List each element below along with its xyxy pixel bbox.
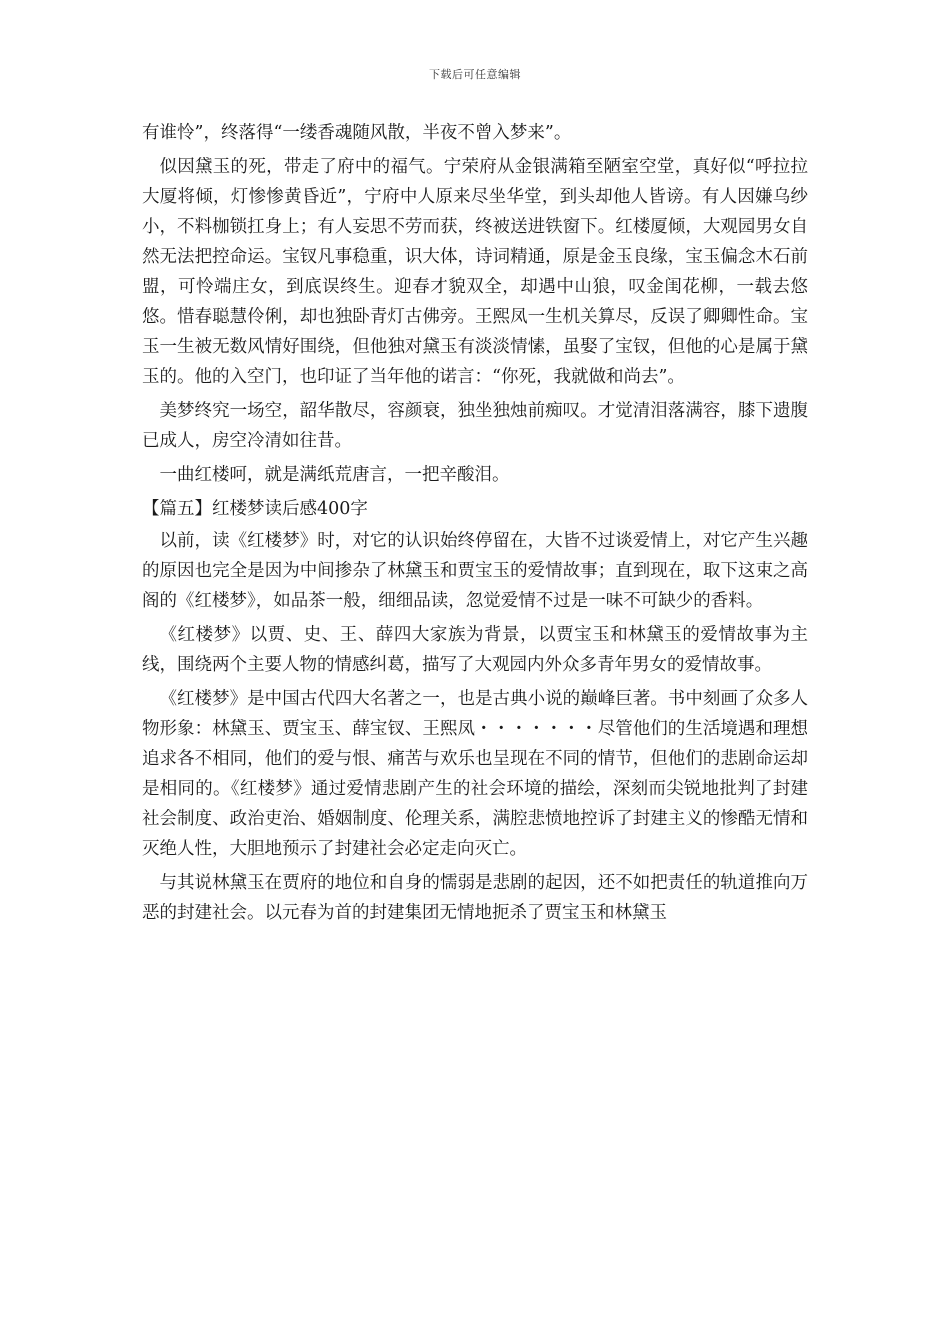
paragraph-3: 美梦终究一场空，韶华散尽，容颜衰，独坐独烛前痴叹。才觉清泪落满容，膝下遗腹已成人，房空冷清如往昔。 bbox=[142, 401, 808, 451]
section-heading: 【篇五】红楼梦读后感400字 bbox=[142, 499, 368, 519]
paragraph-4: 一曲红楼呵，就是满纸荒唐言，一把辛酸泪。 bbox=[159, 465, 510, 485]
paragraph-2: 似因黛玉的死，带走了府中的福气。宁荣府从金银满箱至陋室空堂，真好似“呼拉拉大厦将倾，灯惨惨黄昏近”，宁府中人原来尽坐华堂，到头却他人皆谤。有人因嫌乌纱小，不料枷锁扛身上；有人妄思不劳而获，终被送进铁窗下。红楼厦倾，大观园男女自然无法把控命运。宝钗凡事稳重，识大体，诗词精通，原是金玉良缘，宝玉偏念木石前盟，可怜端庄女，到底误终生。迎春才貌双全，却遇中山狼，叹金闺花柳，一载去悠悠。惜春聪慧伶俐，却也独卧青灯古佛旁。王熙凤一生机关算尽，反误了卿卿性命。宝玉一生被无数风情好围绕，但他独对黛玉有淡淡情愫，虽娶了宝钗，但他的心是属于黛玉的。他的入空门，也印证了当年他的诺言：“你死，我就做和尚去”。 bbox=[142, 157, 808, 387]
page-header: 下载后可任意编辑 bbox=[429, 68, 521, 81]
paragraph-5: 以前，读《红楼梦》时，对它的认识始终停留在，大皆不过谈爱情上，对它产生兴趣的原因也完全是因为中间掺杂了林黛玉和贾宝玉的爱情故事；直到现在，取下这束之高阁的《红楼梦》，如品茶一般，细细品读，忽觉爱情不过是一味不可缺少的香料。 bbox=[142, 531, 808, 611]
paragraph-6: 《红楼梦》以贾、史、王、薛四大家族为背景，以贾宝玉和林黛玉的爱情故事为主线，围绕两个主要人物的情感纠葛，描写了大观园内外众多青年男女的爱情故事。 bbox=[142, 625, 808, 675]
paragraph-8: 与其说林黛玉在贾府的地位和自身的懦弱是悲剧的起因，还不如把责任的轨道推向万恶的封建社会。以元春为首的封建集团无情地扼杀了贾宝玉和林黛玉 bbox=[142, 873, 808, 923]
document-body bbox=[142, 118, 808, 932]
paragraph-7: 《红楼梦》是中国古代四大名著之一，也是古典小说的巅峰巨著。书中刻画了众多人物形象：林黛玉、贾宝玉、薛宝钗、王熙凤・・・・・・・尽管他们的生活境遇和理想追求各不相同，他们的爱与恨、痛苦与欢乐也呈现在不同的情节，但他们的悲剧命运却是相同的。《红楼梦》通过爱情悲剧产生的社会环境的描绘，深刻而尖锐地批判了封建社会制度、政治吏治、婚姻制度、伦理关系，满腔悲愤地控诉了封建主义的惨酷无情和灭绝人性，大胆地预示了封建社会必定走向灭亡。 bbox=[142, 689, 808, 859]
paragraph-1: 有谁怜”，终落得“一缕香魂随风散，半夜不曾入梦来”。 bbox=[142, 123, 572, 143]
